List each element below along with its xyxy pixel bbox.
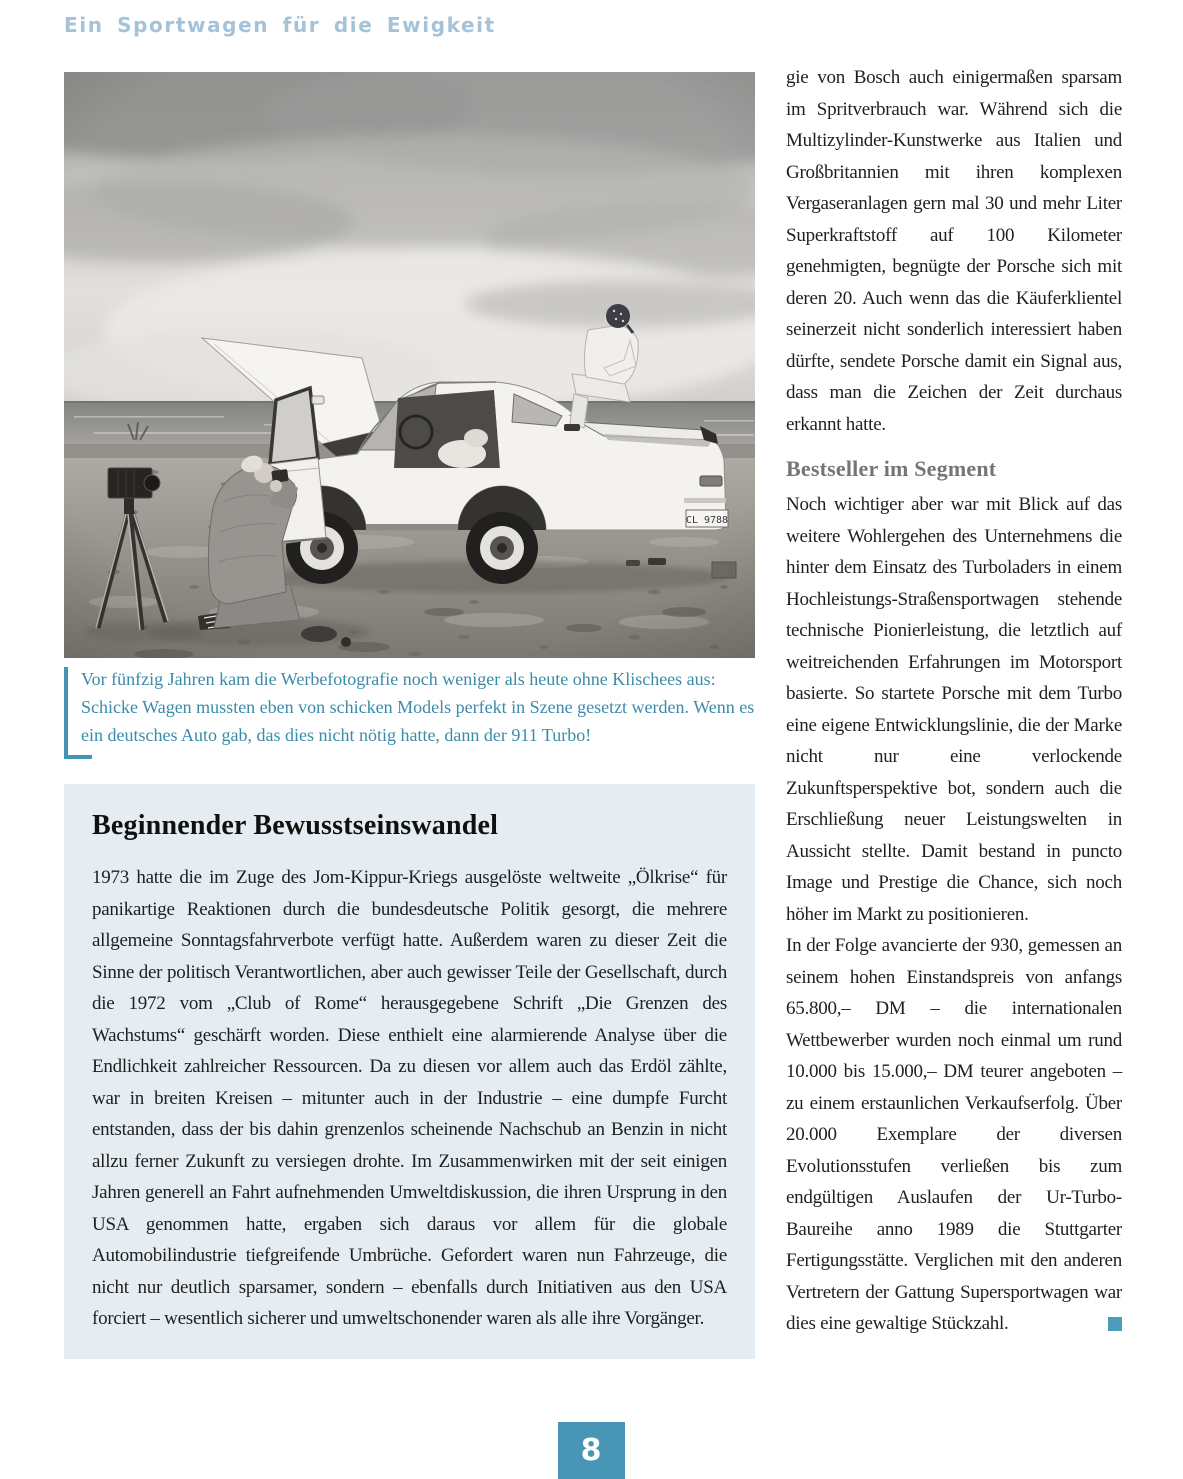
- column-paragraph-segment-2: In der Folge avancierte der 930, gemessen an seinem hohen Einstandspreis von anfangs 65.800,– DM – die internationalen Wettbewerber wurden noch einmal um rund 10.000 bis 15.000,– DM teurer angeboten – zu einem erstaunlichen Verkaufserfolg. Über 20.000 Exemplare der diversen Evolutionsstufen verließen bis zum endgültigen Auslaufen der Ur-Turbo-Baureihe anno 1989 die Stuttgarter Fertigungsstätte. Verglichen mit den anderen Vertretern der Gattung Supersportwagen war dies eine gewaltige Stückzahl.: [786, 935, 1122, 1334]
- photo-figure: [64, 72, 755, 658]
- box-heading: Beginnender Bewusstseinswandel: [92, 810, 499, 841]
- photo-caption-text: Vor fünfzig Jahren kam die Werbefotografie noch weniger als heute ohne Klischees aus: Schicke Wagen mussten eben von schicken Models perfekt in Szene gesetzt werden. Wenn es ein deutsches Auto gab, das dies nicht nötig hatte, dann der 911 Turbo!: [81, 669, 755, 745]
- beach-photo: [64, 72, 755, 658]
- right-column: [786, 62, 1122, 1340]
- column-paragraph-segment-1: Noch wichtiger aber war mit Blick auf das weitere Wohlergehen des Unternehmens die hinter dem Einsatz des Turboladers in einem Hochleistungs-Straßensportwagen stehende technische Pionierleistung, die letztlich auf weitreichenden Erfahrungen im Motorsport basierte. So startete Porsche mit dem Turbo eine eigene Entwicklungslinie, die der Marke nicht nur eine verlockende Zukunftsperspektive bot, sondern auch die Erschließung neuer Leistungswelten in Aussicht stellte. Damit bestand in puncto Image und Prestige die Chance, sich noch höher im Markt zu positionieren.: [786, 494, 1122, 925]
- photo-caption: [64, 665, 755, 761]
- box-body: 1973 hatte die im Zuge des Jom-Kippur-Kriegs ausgelöste weltweite „Ölkrise“ für panikartige Reaktionen durch die bundesdeutsche Politik gesorgt, die mehrere allgemeine Sonntagsfahrverbote verfügt hatte. Außerdem waren zu dieser Zeit die Sinne der politisch Verantwortlichen, aber auch gewisser Teile der Gesellschaft, durch die 1972 vom „Club of Rome“ herausgegebene Schrift „Die Grenzen des Wachstums“ geschärft worden. Diese enthielt eine alarmierende Analyse über die Endlichkeit zahlreicher Ressourcen. Da zu diesen vor allem auch das Erdöl zählte, war in breiten Kreisen – mitunter auch in der Industrie – eine dumpfe Furcht entstanden, dass der bis dahin grenzenlos scheinende Nachschub an Benzin in nicht allzu ferner Zukunft zu versiegen drohte. Im Zusammenwirken mit der seit einigen Jahren generell an Fahrt aufnehmenden Umweltdiskussion, die ihren Ursprung in den USA genommen hatte, ergaben sich daraus vor allem für die globale Automobilindustrie tiefgreifende Umbrüche. Gefordert waren nun Fahrzeuge, die nicht nur deutlich sparsamer, sondern – ebenfalls durch Initiativen aus den USA forciert – wesentlich sicherer und umweltschonender waren als alle ihre Vorgänger.: [92, 867, 727, 1329]
- section-heading: Bestseller im Segment: [786, 456, 997, 481]
- page-number-badge: 8: [558, 1422, 625, 1479]
- column-paragraph-continuation: gie von Bosch auch einigermaßen sparsam im Spritverbrauch war. Während sich die Multizylinder-Kunstwerke aus Italien und Großbritannien mit ihren komplexen Vergaseranlagen gern mal 30 und mehr Liter Superkraftstoff auf 100 Kilometer genehmigten, begnügte der Porsche sich mit deren 20. Auch wenn das die Käuferklientel seinerzeit nicht sonderlich interessiert haben dürfte, sendete Porsche damit ein Signal aus, dass man die Zeichen der Zeit durchaus erkannt hatte.: [786, 67, 1122, 435]
- chapter-title: Ein Sportwagen für die Ewigkeit: [64, 13, 496, 37]
- caption-rule: [64, 667, 92, 759]
- highlight-box: [64, 784, 755, 1359]
- end-of-article-marker: [1108, 1317, 1122, 1331]
